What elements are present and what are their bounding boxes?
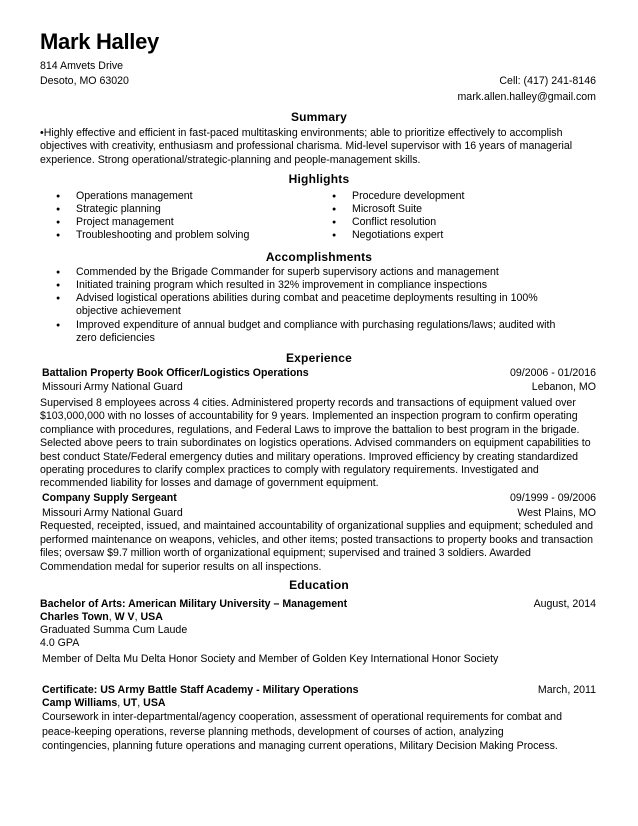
education-heading: Education — [289, 578, 349, 592]
highlight-item: ● Troubleshooting and problem solving — [76, 229, 249, 242]
email[interactable]: mark.allen.halley@gmail.com — [457, 91, 596, 103]
highlight-item: ● Negotiations expert — [352, 229, 443, 242]
highlight-item: ● Procedure development — [352, 190, 464, 203]
experience-heading: Experience — [285, 351, 353, 365]
job-title: Company Supply Sergeant — [42, 492, 177, 504]
school-country: USA — [140, 611, 163, 623]
job-title: Battalion Property Book Officer/Logistics Operations — [42, 367, 309, 379]
certificate-country: USA — [143, 697, 166, 709]
school-state: W V — [114, 611, 135, 623]
accomplishment-item: ● Improved expenditure of annual budget and compliance with purchasing regulations/laws; audited with zero deficiencies — [76, 319, 576, 346]
accomplishments-heading: Accomplishments — [265, 250, 373, 264]
education-detail: 4.0 GPA — [40, 637, 80, 649]
certificate-location: Camp Williams, UT, USA — [42, 697, 166, 709]
highlight-item: ● Microsoft Suite — [352, 203, 422, 216]
accomplishment-item: ● Initiated training program which resulted in 32% improvement in compliance inspections — [76, 279, 576, 292]
certificate-state: UT — [123, 697, 138, 709]
candidate-name: Mark Halley — [40, 29, 159, 54]
highlight-item: ● Conflict resolution — [352, 216, 436, 229]
job-employer: Missouri Army National Guard — [42, 381, 183, 393]
highlight-item: ● Strategic planning — [76, 203, 161, 216]
job-dates: 09/2006 - 01/2016 — [509, 367, 596, 379]
school-location: Charles Town, W V, USA — [40, 611, 163, 623]
certificate-description: Coursework in inter-departmental/agency cooperation, assessment of operational requirements for combat and peace-keeping operations, reverse planning methods, development of courses of action, analyzing contingencies, planning future operations and managing current operations, Military Decision Making Process. — [42, 711, 562, 752]
job-dates: 09/1999 - 09/2006 — [509, 492, 596, 504]
address-line-1: 814 Amvets Drive — [40, 60, 124, 72]
degree-date: August, 2014 — [533, 598, 596, 610]
summary-heading: Summary — [290, 110, 348, 124]
summary-text: •Highly effective and efficient in fast-paced multitasking environments; able to prioritize effectively to accomplish objectives with creativity, enthusiasm and professional charisma. Mid-level supervisor with 16 years of managerial experience. Strong operational/strategic-planning and people-management skills. — [40, 127, 573, 166]
job-description: Requested, receipted, issued, and maintained accountability of organizational supplies and equipment; scheduled and performed maintenance on weapons, vehicles, and other items; posted transactions to property books and transaction files; oversaw $9.7 million worth of organizational equipment; supervised and trained 3 soldiers. Awarded Commendation medal for superior results on all inspections. — [40, 520, 594, 573]
highlights-heading: Highlights — [288, 172, 350, 186]
job-location: Lebanon, MO — [531, 381, 596, 393]
degree-title: Bachelor of Arts: American Military University – Management — [40, 598, 348, 610]
education-detail: Graduated Summa Cum Laude — [40, 624, 188, 636]
phone: Cell: (417) 241-8146 — [499, 75, 596, 87]
job-location: West Plains, MO — [517, 507, 596, 519]
certificate-city: Camp Williams — [42, 697, 118, 709]
highlight-item: ● Operations management — [76, 190, 193, 203]
school-city: Charles Town — [40, 611, 109, 623]
accomplishment-item: ● Commended by the Brigade Commander for superb supervisory actions and management — [76, 266, 576, 279]
job-description: Supervised 8 employees across 4 cities. Administered property records and transactions of equipment valued over $103,000,000 with no losses of accountability for 9 years. Implemented an inspection program to confirm operating compliance with procedures, regulations, and Federal Laws to improve the battalion to best program in the brigade. Selected above peers to train subordinates on logistics operations. Advised commanders on equipment capabilities to best conduct State/Federal emergency duties and military operations. Improved efficiency by creating standardized operating procedures to clarify complex practices to comply with regulatory requirements. Investigated and recommended liability for losses and damage of government equipment. — [40, 397, 591, 490]
certificate-title: Certificate: US Army Battle Staff Academy - Military Operations — [42, 684, 359, 696]
address-line-2: Desoto, MO 63020 — [40, 75, 129, 87]
education-detail: Member of Delta Mu Delta Honor Society and Member of Golden Key International Honor Society — [42, 653, 499, 665]
certificate-date: March, 2011 — [537, 684, 596, 696]
accomplishment-item: ● Advised logistical operations abilities during combat and peacetime deployments resulting in 100% objective achievement — [76, 292, 576, 319]
job-employer: Missouri Army National Guard — [42, 507, 183, 519]
highlight-item: ● Project management — [76, 216, 174, 229]
